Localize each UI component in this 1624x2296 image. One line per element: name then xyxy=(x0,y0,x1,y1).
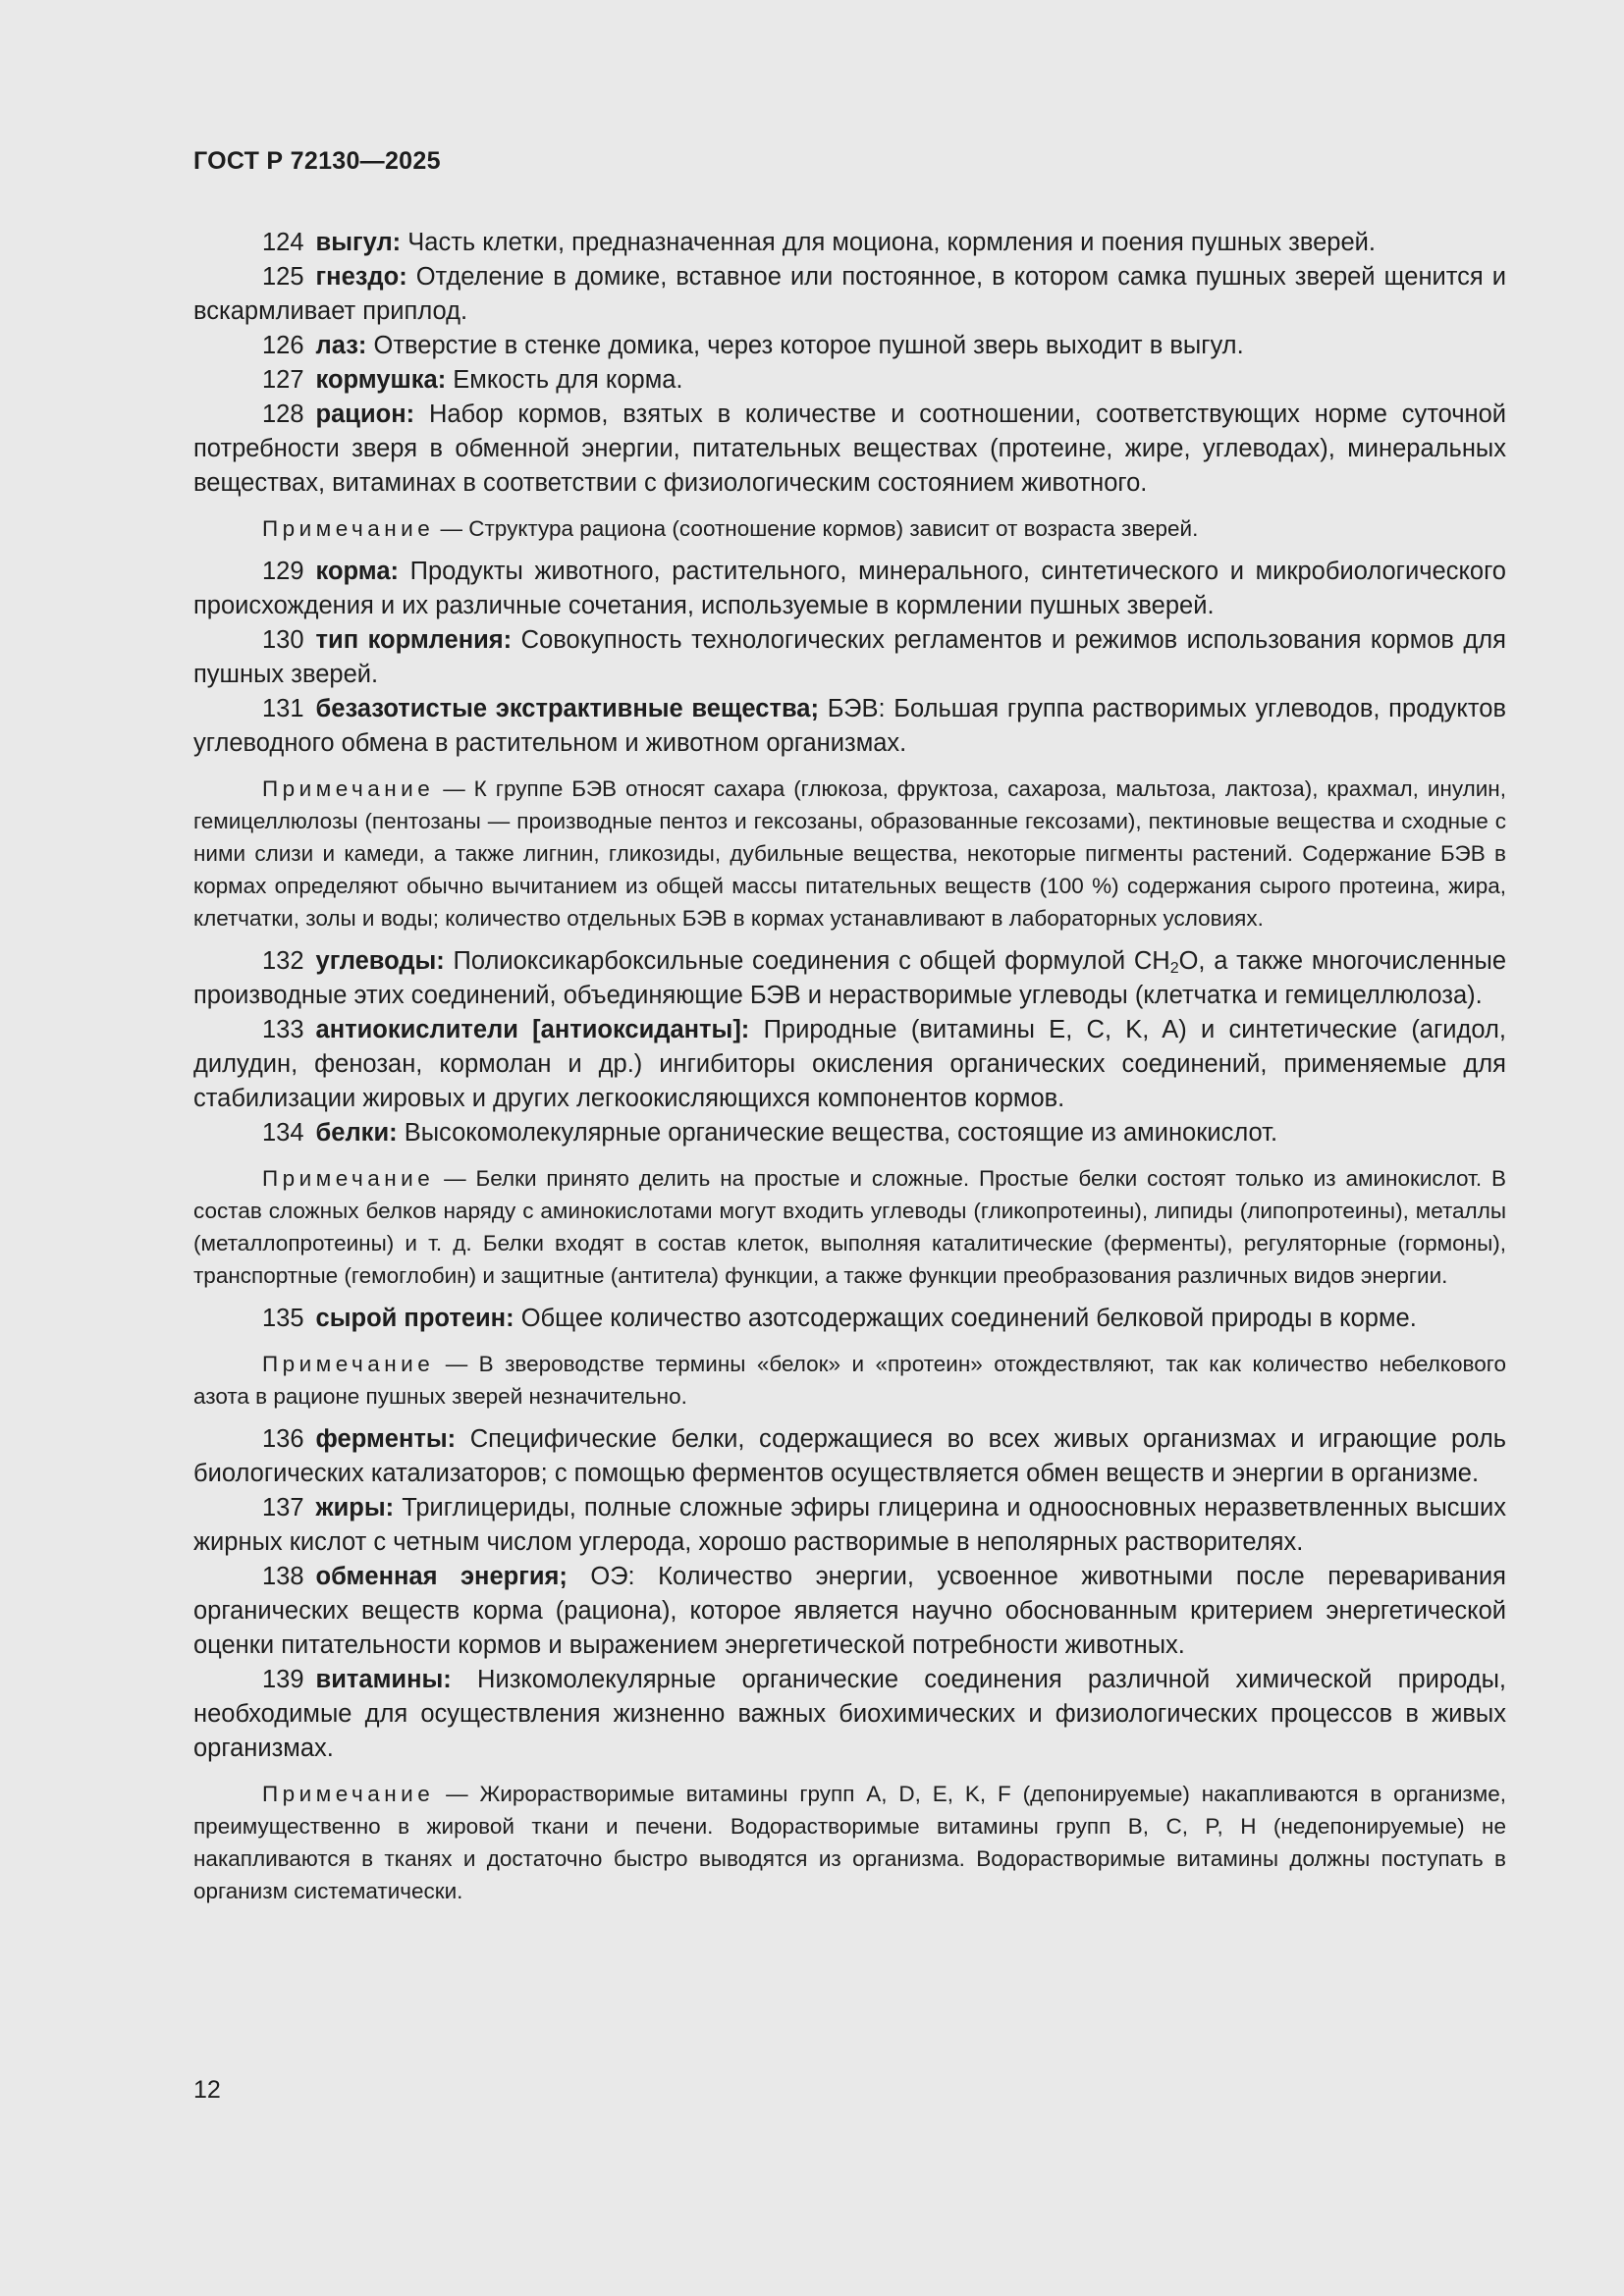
term-definition: Набор кормов, взятых в количестве и соотношении, соответствующих норме суточной потребности зверя в обменной энергии, питательных веществах (протеине, жире, углеводах), минеральных веществах, витаминах в соответствии с физиологическим состоянием животного. xyxy=(193,400,1506,497)
term-number: 131 xyxy=(262,695,304,722)
term-number: 126 xyxy=(262,332,304,359)
term-number: 125 xyxy=(262,263,304,291)
term-entry xyxy=(193,1560,1506,1663)
term-entry xyxy=(193,692,1506,761)
term-entry xyxy=(193,398,1506,501)
note-label: Примечание xyxy=(262,516,435,541)
term-name: гнездо: xyxy=(315,263,407,291)
term-number: 124 xyxy=(262,229,304,256)
term-entry xyxy=(193,1302,1506,1336)
note-text: — К группе БЭВ относят сахара (глюкоза, фруктоза, сахароза, мальтоза, лактоза), крахмал, инулин, гемицеллюлозы (пентозаны — производные пентоз и гексозаны, образованные гексозами), пектиновые вещества и сходные с ними слизи и камеди, а также лигнин, гликозиды, дубильные вещества, некоторые пигменты растений. Содержание БЭВ в кормах определяют обычно вычитанием из общей массы питательных веществ (100 %) содержания сырого протеина, жира, клетчатки, золы и воды; количество отдельных БЭВ в кормах устанавливают в лабораторных условиях. xyxy=(193,776,1506,931)
term-name: тип кормления: xyxy=(315,626,513,654)
term-name: корма: xyxy=(315,558,399,585)
term-number: 137 xyxy=(262,1494,304,1522)
note xyxy=(193,1778,1506,1907)
term-number: 136 xyxy=(262,1425,304,1453)
note xyxy=(193,773,1506,934)
term-number: 129 xyxy=(262,558,304,585)
term-name: углеводы: xyxy=(315,947,445,975)
terms-content xyxy=(193,226,1506,1917)
note xyxy=(193,1348,1506,1413)
note-text: — Структура рациона (соотношение кормов) зависит от возраста зверей. xyxy=(440,516,1199,541)
term-entry xyxy=(193,260,1506,329)
term-name: антиокислители [антиоксиданты]: xyxy=(315,1016,750,1043)
term-name: безазотистые экстрактивные вещества; xyxy=(315,695,819,722)
term-definition: Общее количество азотсодержащих соединений белковой природы в корме. xyxy=(520,1305,1417,1332)
term-definition: Высокомолекулярные органические вещества, состоящие из аминокислот. xyxy=(404,1119,1278,1147)
term-entry xyxy=(193,944,1506,1013)
term-number: 135 xyxy=(262,1305,304,1332)
term-definition: Отделение в домике, вставное или постоянное, в котором самка пушных зверей щенится и вскармливает приплод. xyxy=(193,263,1506,325)
note-text: — Белки принято делить на простые и сложные. Простые белки состоят только из аминокислот. В состав сложных белков наряду с аминокислотами могут входить углеводы (гликопротеины), липиды (липопротеины), металлы (металлопротеины) и т. д. Белки входят в состав клеток, выполняя каталитические (ферменты), регуляторные (гормоны), транспортные (гемоглобин) и защитные (антитела) функции, а также функции преобразования различных видов энергии. xyxy=(193,1166,1506,1288)
term-definition-end: O, а также многочисленные производные этих соединений, объединяющие БЭВ и нерастворимые углеводы (клетчатка и гемицеллюлоза). xyxy=(193,947,1507,1009)
term-definition: Часть клетки, предназначенная для моциона, кормления и поения пушных зверей. xyxy=(407,229,1376,256)
term-definition: ОЭ: Количество энергии, усвоенное животными после переваривания органических веществ корма (рациона), которое является научно обоснованным критерием энергетической оценки питательности кормов и выражением энергетической потребности животных. xyxy=(193,1563,1506,1659)
term-name: витамины: xyxy=(315,1666,452,1693)
term-definition-start: Полиоксикарбоксильные соединения с общей формулой CH xyxy=(453,947,1170,975)
term-entry xyxy=(193,1422,1506,1491)
term-number: 128 xyxy=(262,400,304,428)
term-definition: Триглицериды, полные сложные эфиры глицерина и одноосновных неразветвленных высших жирных кислот с четным числом углерода, хорошо растворимые в неполярных растворителях. xyxy=(193,1494,1506,1556)
term-entry xyxy=(193,1663,1506,1766)
term-definition: Низкомолекулярные органические соединения различной химической природы, необходимые для осуществления жизненно важных биохимических и физиологических процессов в живых организмах. xyxy=(193,1666,1506,1762)
term-number: 127 xyxy=(262,366,304,394)
note-text: — Жирорастворимые витамины групп A, D, E, K, F (депонируемые) накапливаются в организме, преимущественно в жировой ткани и печени. Водорастворимые витамины групп B, C, P, H (недепонируемые) не накапливаются в тканях и достаточно быстро выводятся из организма. Водорастворимые витамины должны поступать в организм систематически. xyxy=(193,1782,1506,1903)
term-name: сырой протеин: xyxy=(315,1305,514,1332)
term-definition: Емкость для корма. xyxy=(453,366,683,394)
note-label: Примечание xyxy=(262,1166,435,1191)
term-name: лаз: xyxy=(315,332,367,359)
term-name: обменная энергия; xyxy=(315,1563,568,1590)
term-definition: Продукты животного, растительного, минерального, синтетического и микробиологического происхождения и их различные сочетания, используемые в кормлении пушных зверей. xyxy=(193,558,1506,619)
term-name: выгул: xyxy=(315,229,402,256)
term-number: 139 xyxy=(262,1666,304,1693)
term-name: рацион: xyxy=(315,400,415,428)
term-number: 133 xyxy=(262,1016,304,1043)
note-label: Примечание xyxy=(262,1352,435,1376)
term-number: 138 xyxy=(262,1563,304,1590)
term-entry xyxy=(193,623,1506,692)
note xyxy=(193,512,1506,545)
term-definition: Отверстие в стенке домика, через которое пушной зверь выходит в выгул. xyxy=(373,332,1244,359)
term-number: 132 xyxy=(262,947,304,975)
term-definition: Совокупность технологических регламентов и режимов использования кормов для пушных зверей. xyxy=(193,626,1506,688)
note-label: Примечание xyxy=(262,776,435,801)
term-definition: Природные (витамины E, C, K, A) и синтетические (агидол, дилудин, фенозан, кормолан и др.) ингибиторы окисления органических соединений, применяемые для стабилизации жировых и других легкоокисляющихся компонентов кормов. xyxy=(193,1016,1506,1112)
term-name: белки: xyxy=(315,1119,398,1147)
document-header: ГОСТ Р 72130—2025 xyxy=(193,147,441,175)
term-entry xyxy=(193,1116,1506,1150)
term-number: 130 xyxy=(262,626,304,654)
term-name: кормушка: xyxy=(315,366,447,394)
term-name: ферменты: xyxy=(315,1425,457,1453)
term-entry xyxy=(193,363,1506,398)
note xyxy=(193,1162,1506,1292)
term-definition: БЭВ: Большая группа растворимых углеводов, продуктов углеводного обмена в растительном и животном организмах. xyxy=(193,695,1506,757)
term-name: жиры: xyxy=(315,1494,395,1522)
term-entry xyxy=(193,1491,1506,1560)
term-definition: Специфические белки, содержащиеся во всех живых организмах и играющие роль биологических катализаторов; с помощью ферментов осуществляется обмен веществ и энергии в организме. xyxy=(193,1425,1506,1487)
term-number: 134 xyxy=(262,1119,304,1147)
note-text: — В звероводстве термины «белок» и «протеин» отождествляют, так как количество небелкового азота в рационе пушных зверей незначительно. xyxy=(193,1352,1506,1409)
term-entry xyxy=(193,226,1506,260)
term-entry xyxy=(193,555,1506,623)
term-entry xyxy=(193,329,1506,363)
note-label: Примечание xyxy=(262,1782,435,1806)
page-number: 12 xyxy=(193,2076,221,2104)
term-entry xyxy=(193,1013,1506,1116)
formula-subscript: 2 xyxy=(1169,960,1179,977)
